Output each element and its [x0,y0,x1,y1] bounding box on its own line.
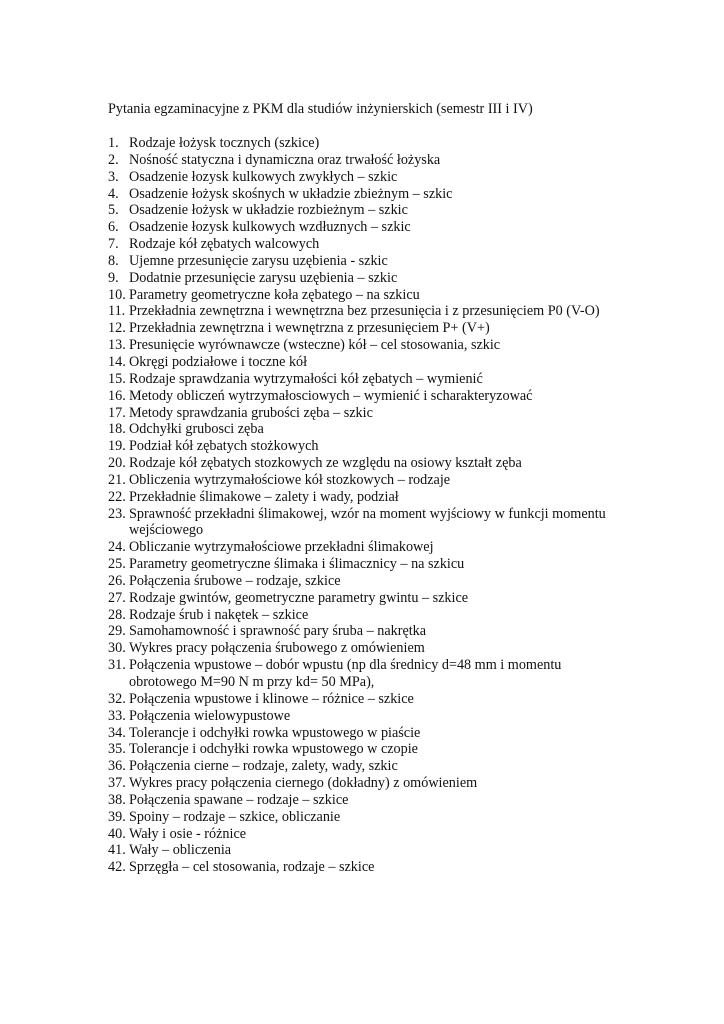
question-number: 3. [108,168,119,185]
question-text: Parametry geometryczne koła zębatego – na szkicu [129,286,420,303]
question-item [108,202,628,219]
question-item [108,337,628,354]
question-text: Rodzaje śrub i nakętek – szkice [129,606,309,623]
question-item [108,186,628,203]
question-item [108,169,628,186]
question-number: 33. [108,707,126,724]
question-number: 20. [108,455,126,472]
question-item [108,270,628,287]
question-item [108,792,628,809]
question-number: 36. [108,758,126,775]
question-number: 31. [108,657,126,674]
question-item [108,657,628,691]
document-title: Pytania egzaminacyjne z PKM dla studiów inżynierskich (semestr III i IV) [108,101,533,117]
question-item [108,539,628,556]
question-item [108,859,628,876]
question-number: 10. [108,286,126,303]
question-item [108,135,628,152]
question-item [108,691,628,708]
question-number: 6. [108,219,119,236]
question-text: Dodatnie przesunięcie zarysu uzębienia – szkic [129,269,398,286]
question-number: 38. [108,791,126,808]
question-text: Wykres pracy połączenia ciernego (dokładny) z omówieniem [129,775,478,792]
question-number: 35. [108,741,126,758]
question-number: 1. [108,135,119,151]
question-text: Odchyłki grubosci zęba [129,421,264,438]
question-text: Ujemne przesunięcie zarysu uzębienia - szkic [129,252,388,269]
question-number: 29. [108,623,126,640]
question-number: 25. [108,556,126,573]
question-text: Nośność statyczna i dynamiczna oraz trwałość łożyska [129,151,441,168]
question-item [108,623,628,640]
question-number: 27. [108,589,126,606]
question-text: Tolerancje i odchyłki rowka wpustowego w czopie [129,741,418,758]
question-item [108,303,628,320]
question-item [108,775,628,792]
question-number: 19. [108,438,126,455]
question-item [108,489,628,506]
question-text: Przekładnia zewnętrzna i wewnętrzna bez przesunięcia i z przesunięciem P0 (V-O) [129,303,600,320]
question-text: Metody obliczeń wytrzymałosciowych – wymienić i scharakteryzować [129,387,533,404]
question-number: 13. [108,337,126,354]
question-number: 9. [108,269,119,286]
question-text: Sprawność przekładni ślimakowej, wzór na moment wyjściowy w funkcji momentu wejściowego [129,505,606,539]
question-number: 8. [108,252,119,269]
question-text: Okręgi podziałowe i toczne kół [129,353,308,370]
question-number: 30. [108,640,126,657]
question-number: 32. [108,690,126,707]
question-list [108,135,628,876]
question-number: 26. [108,572,126,589]
question-number: 2. [108,151,119,168]
question-text: Parametry geometryczne ślimaka i ślimacznicy – na szkicu [129,556,465,573]
question-item [108,354,628,371]
question-number: 16. [108,387,126,404]
question-item [108,758,628,775]
question-number: 41. [108,842,126,859]
question-text: Osadzenie łozysk kulkowych wzdłuznych – szkic [129,219,411,236]
question-number: 4. [108,185,119,202]
question-number: 39. [108,808,126,825]
question-text: Połączenia śrubowe – rodzaje, szkice [129,572,341,589]
question-text: Podział kół zębatych stożkowych [129,438,319,455]
question-text: Wały i osie - różnice [129,825,247,842]
question-text: Połączenia spawane – rodzaje – szkice [129,791,349,808]
question-item [108,590,628,607]
question-item [108,287,628,304]
question-number: 5. [108,202,119,219]
question-number: 23. [108,505,126,522]
question-text: Wykres pracy połączenia śrubowego z omówieniem [129,640,425,657]
question-number: 11. [108,303,126,320]
question-text: Połączenia cierne – rodzaje, zalety, wady, szkic [129,758,398,775]
question-text: Przekładnia zewnętrzna i wewnętrzna z przesunięciem P+ (V+) [129,320,490,337]
question-number: 28. [108,606,126,623]
question-text: Tolerancje i odchyłki rowka wpustowego w piaście [129,724,421,741]
question-number: 24. [108,539,126,556]
question-text: Połączenia wpustowe i klinowe – różnice – szkice [129,690,414,707]
question-text: Rodzaje sprawdzania wytrzymałości kół zębatych – wymienić [129,370,483,387]
question-number: 21. [108,471,126,488]
question-item [108,573,628,590]
question-number: 17. [108,404,126,421]
question-number: 22. [108,488,126,505]
question-item [108,438,628,455]
question-item [108,455,628,472]
question-item [108,607,628,624]
question-text: Rodzaje kół zębatych stozkowych ze względu na osiowy kształt zęba [129,455,522,472]
question-item [108,725,628,742]
question-item [108,421,628,438]
question-text: Rodzaje gwintów, geometryczne parametry gwintu – szkice [129,589,469,606]
question-item [108,236,628,253]
question-item [108,506,628,540]
question-item [108,708,628,725]
question-number: 14. [108,353,126,370]
question-text: Osadzenie łożysk skośnych w układzie zbieżnym – szkic [129,185,453,202]
question-text: Połączenia wpustowe – dobór wpustu (np dla średnicy d=48 mm i momentu obrotowego M=90 N m przy kd= 50 MPa), [129,657,562,690]
question-item [108,472,628,489]
question-text: Metody sprawdzania grubości zęba – szkic [129,404,373,421]
question-text: Spoiny – rodzaje – szkice, obliczanie [129,808,341,825]
question-item [108,388,628,405]
question-item [108,741,628,758]
question-text: Obliczenia wytrzymałościowe kół stozkowych – rodzaje [129,471,451,488]
question-text: Samohamowność i sprawność pary śruba – nakrętka [129,623,427,640]
question-number: 7. [108,236,119,253]
question-item [108,640,628,657]
question-number: 37. [108,775,126,792]
question-number: 18. [108,421,126,438]
question-number: 15. [108,370,126,387]
question-number: 12. [108,320,126,337]
question-item [108,253,628,270]
question-item [108,826,628,843]
question-text: Przekładnie ślimakowe – zalety i wady, podział [129,488,399,505]
question-number: 40. [108,825,126,842]
question-text: Rodzaje kół zębatych walcowych [129,236,320,253]
question-text: Połączenia wielowypustowe [129,707,291,724]
question-item [108,809,628,826]
question-item [108,320,628,337]
question-text: Osadzenie łozysk kulkowych zwykłych – szkic [129,168,398,185]
question-text: Obliczanie wytrzymałościowe przekładni ślimakowej [129,539,434,556]
question-number: 34. [108,724,126,741]
question-text: Presunięcie wyrównawcze (wsteczne) kół – cel stosowania, szkic [129,337,501,354]
question-item [108,219,628,236]
question-item [108,842,628,859]
question-item [108,152,628,169]
question-item [108,371,628,388]
question-text: Sprzęgła – cel stosowania, rodzaje – szkice [129,859,375,876]
question-item [108,556,628,573]
question-item [108,405,628,422]
question-text: Osadzenie łożysk w układzie rozbieżnym – szkic [129,202,408,219]
question-number: 42. [108,859,126,876]
question-text: Wały – obliczenia [129,842,232,859]
question-text: Rodzaje łożysk tocznych (szkice) [129,135,320,151]
